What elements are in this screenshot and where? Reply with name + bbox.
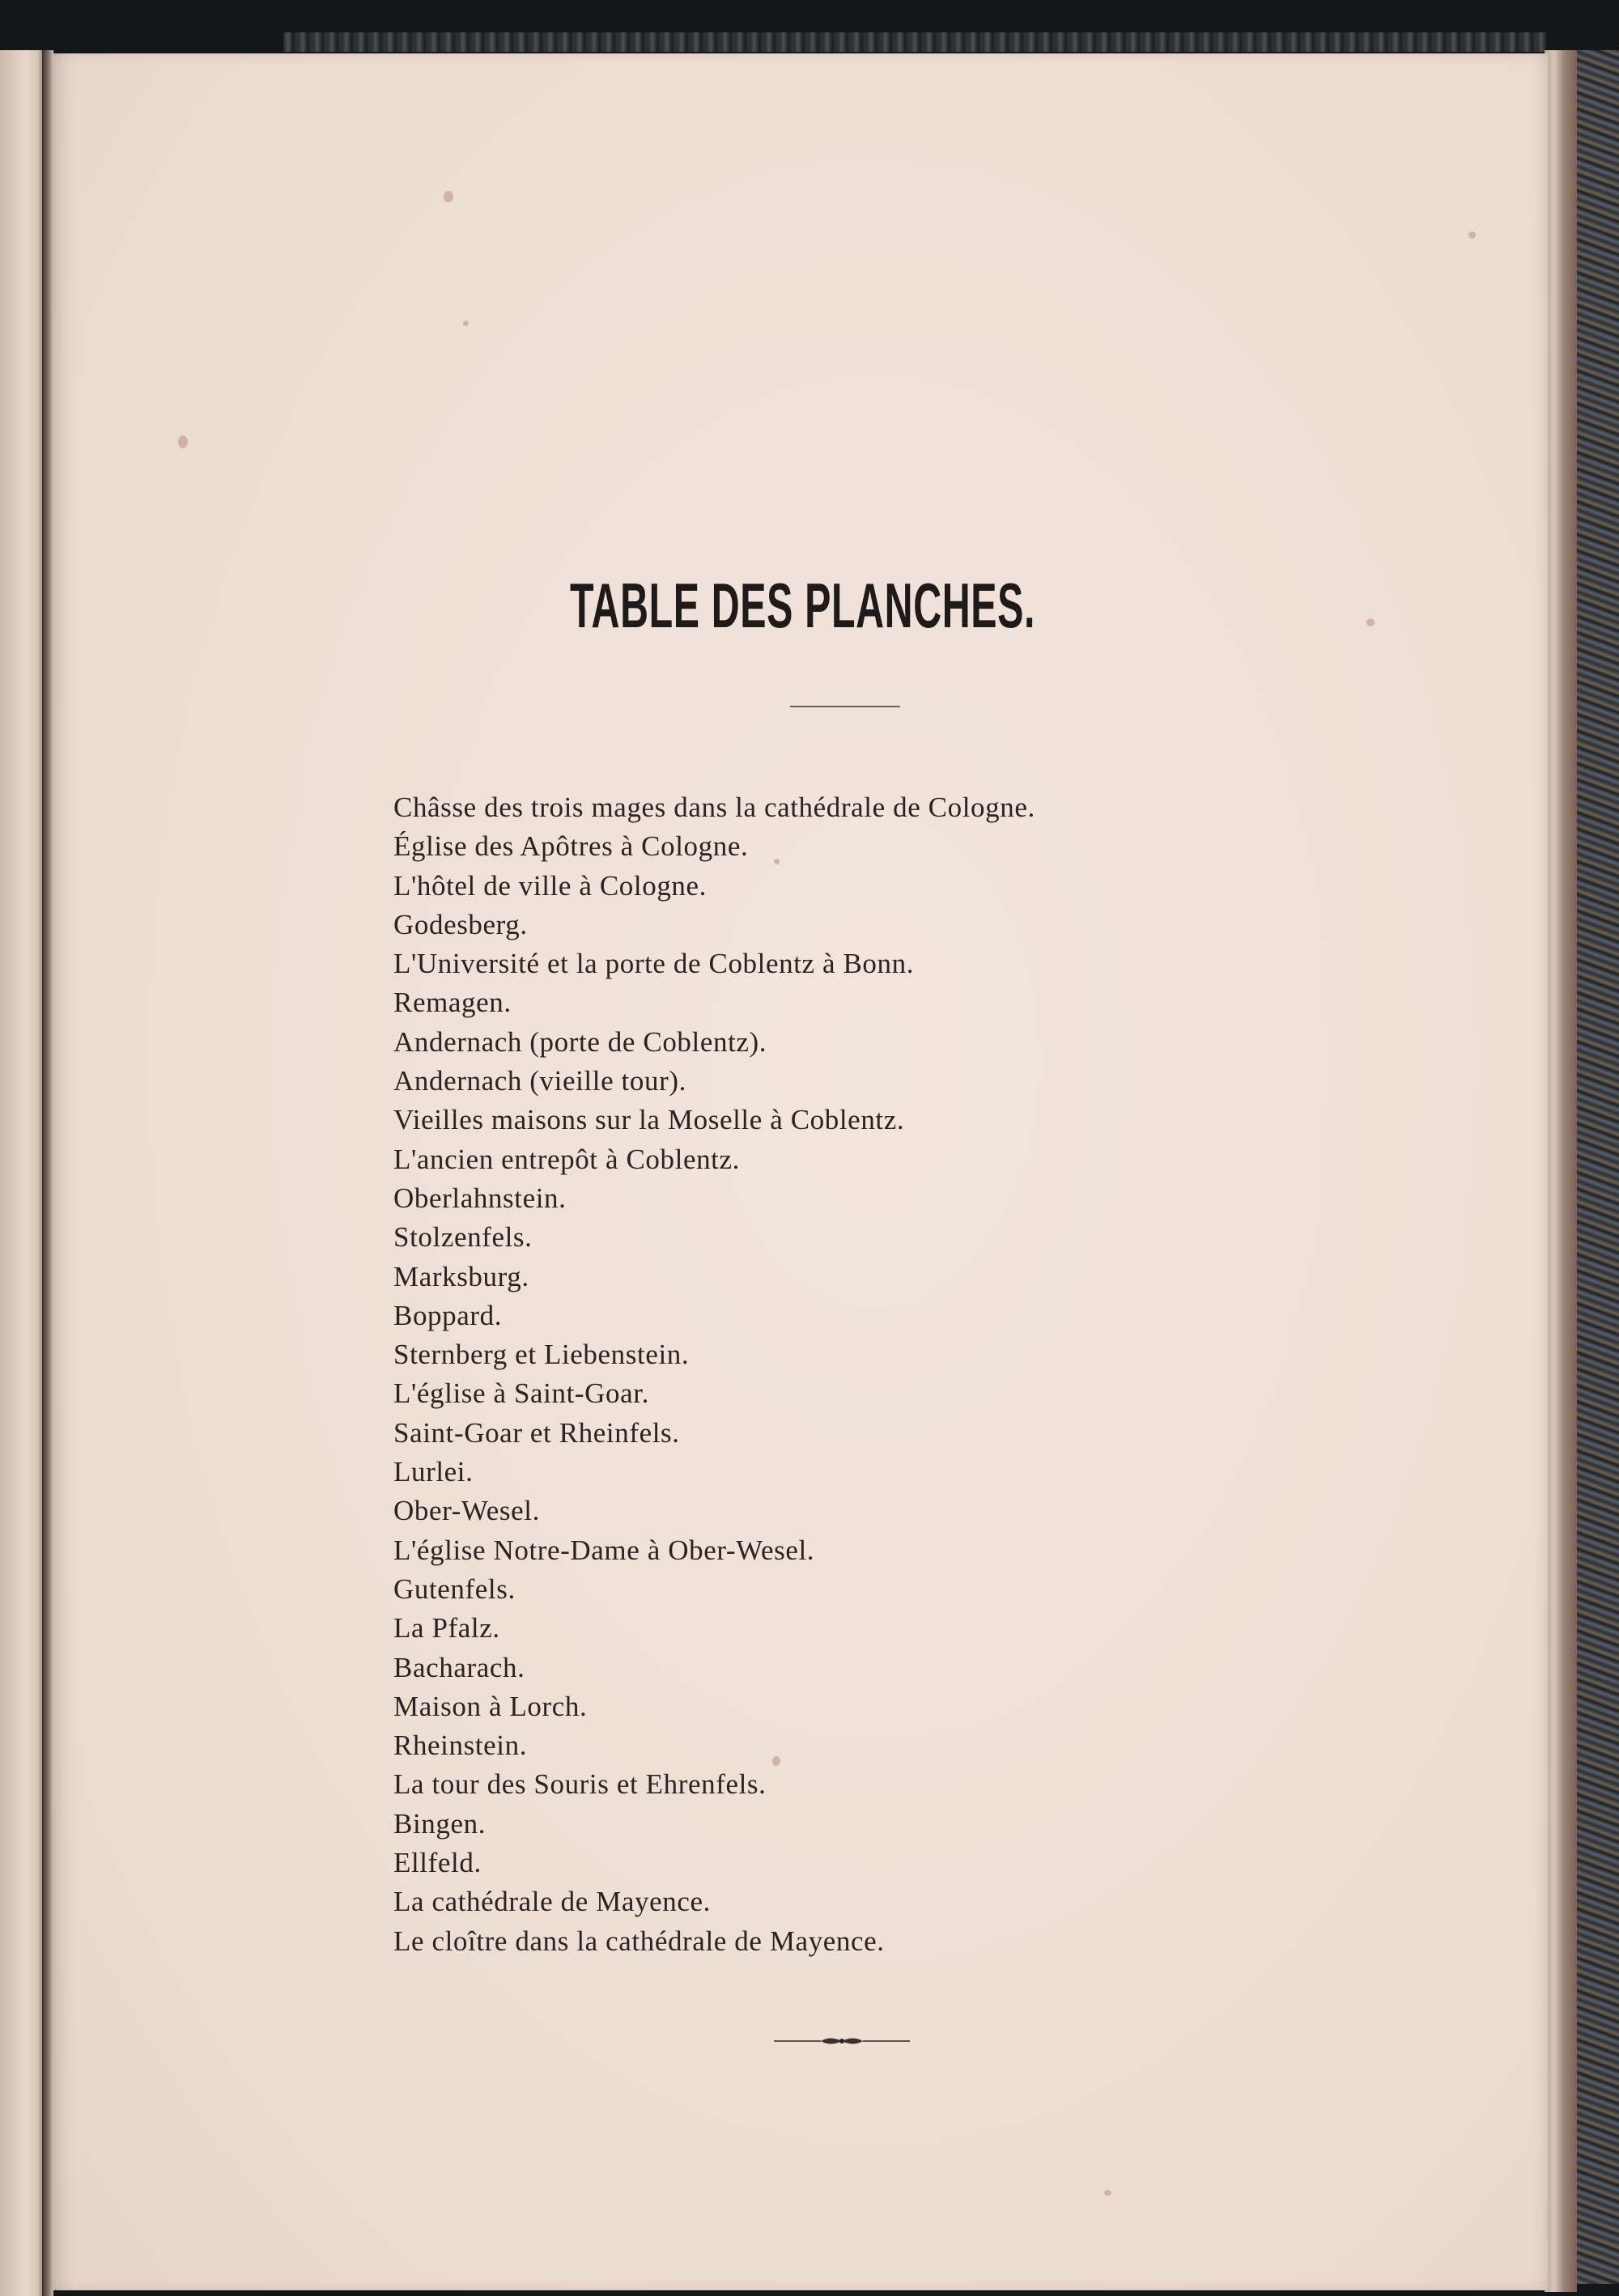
- plate-entry: Bacharach.: [393, 1651, 525, 1683]
- plate-entry: Andernach (porte de Coblentz).: [393, 1025, 767, 1058]
- plate-entry: Marksburg.: [393, 1260, 529, 1292]
- foxing-spot: [444, 191, 453, 202]
- plate-entry: Église des Apôtres à Cologne.: [393, 830, 749, 863]
- foxing-spot: [1366, 618, 1375, 626]
- plate-entry: L'hôtel de ville à Cologne.: [393, 869, 707, 902]
- plate-entry: L'église à Saint-Goar.: [393, 1377, 649, 1410]
- left-page-edge: [0, 50, 47, 2296]
- right-page-edges: [1545, 50, 1577, 2292]
- plate-entry: Vieilles maisons sur la Moselle à Coblentz.: [393, 1104, 905, 1136]
- plate-entry: La tour des Souris et Ehrenfels.: [393, 1768, 767, 1801]
- plate-entry: Sternberg et Liebenstein.: [393, 1339, 690, 1371]
- end-ornament: [772, 2033, 911, 2049]
- page-title: TABLE DES PLANCHES.: [569, 570, 1036, 641]
- plate-entry: Maison à Lorch.: [393, 1690, 588, 1722]
- plate-entry: Andernach (vieille tour).: [393, 1065, 686, 1097]
- plate-entry: Lurlei.: [393, 1456, 474, 1488]
- plate-entry: Gutenfels.: [393, 1572, 516, 1605]
- plate-entry: Stolzenfels.: [393, 1221, 533, 1254]
- plate-entry: Boppard.: [393, 1299, 503, 1331]
- foxing-spot: [1104, 2190, 1111, 2196]
- plate-entry: Rheinstein.: [393, 1729, 528, 1762]
- plate-entry: Châsse des trois mages dans la cathédrale de Cologne.: [393, 792, 1035, 823]
- plate-entry: Oberlahnstein.: [393, 1182, 567, 1214]
- plate-entry: Godesberg.: [393, 908, 528, 940]
- book-gutter: [42, 50, 53, 2296]
- plate-list: [393, 788, 1035, 1961]
- book-top-edge: [283, 32, 1546, 52]
- foxing-spot: [1468, 231, 1476, 239]
- plate-entry: L'ancien entrepôt à Coblentz.: [393, 1143, 740, 1175]
- plate-entry: Remagen.: [393, 987, 512, 1019]
- plate-entry: Saint-Goar et Rheinfels.: [393, 1416, 680, 1449]
- plate-entry: L'Université et la porte de Coblentz à Bonn.: [393, 948, 915, 980]
- plate-entry: L'église Notre-Dame à Ober-Wesel.: [393, 1534, 815, 1566]
- foxing-spot: [463, 320, 469, 326]
- foxing-spot: [178, 435, 188, 448]
- plate-entry: La cathédrale de Mayence.: [393, 1886, 711, 1918]
- title-rule: [790, 706, 900, 707]
- plate-entry: La Pfalz.: [393, 1612, 500, 1645]
- plate-entry: Ellfeld.: [393, 1847, 482, 1879]
- plate-entry: Le cloître dans la cathédrale de Mayence.: [393, 1925, 885, 1957]
- book-page: [52, 53, 1548, 2290]
- plate-entry: Ober-Wesel.: [393, 1495, 540, 1527]
- plate-entry: Bingen.: [393, 1807, 487, 1840]
